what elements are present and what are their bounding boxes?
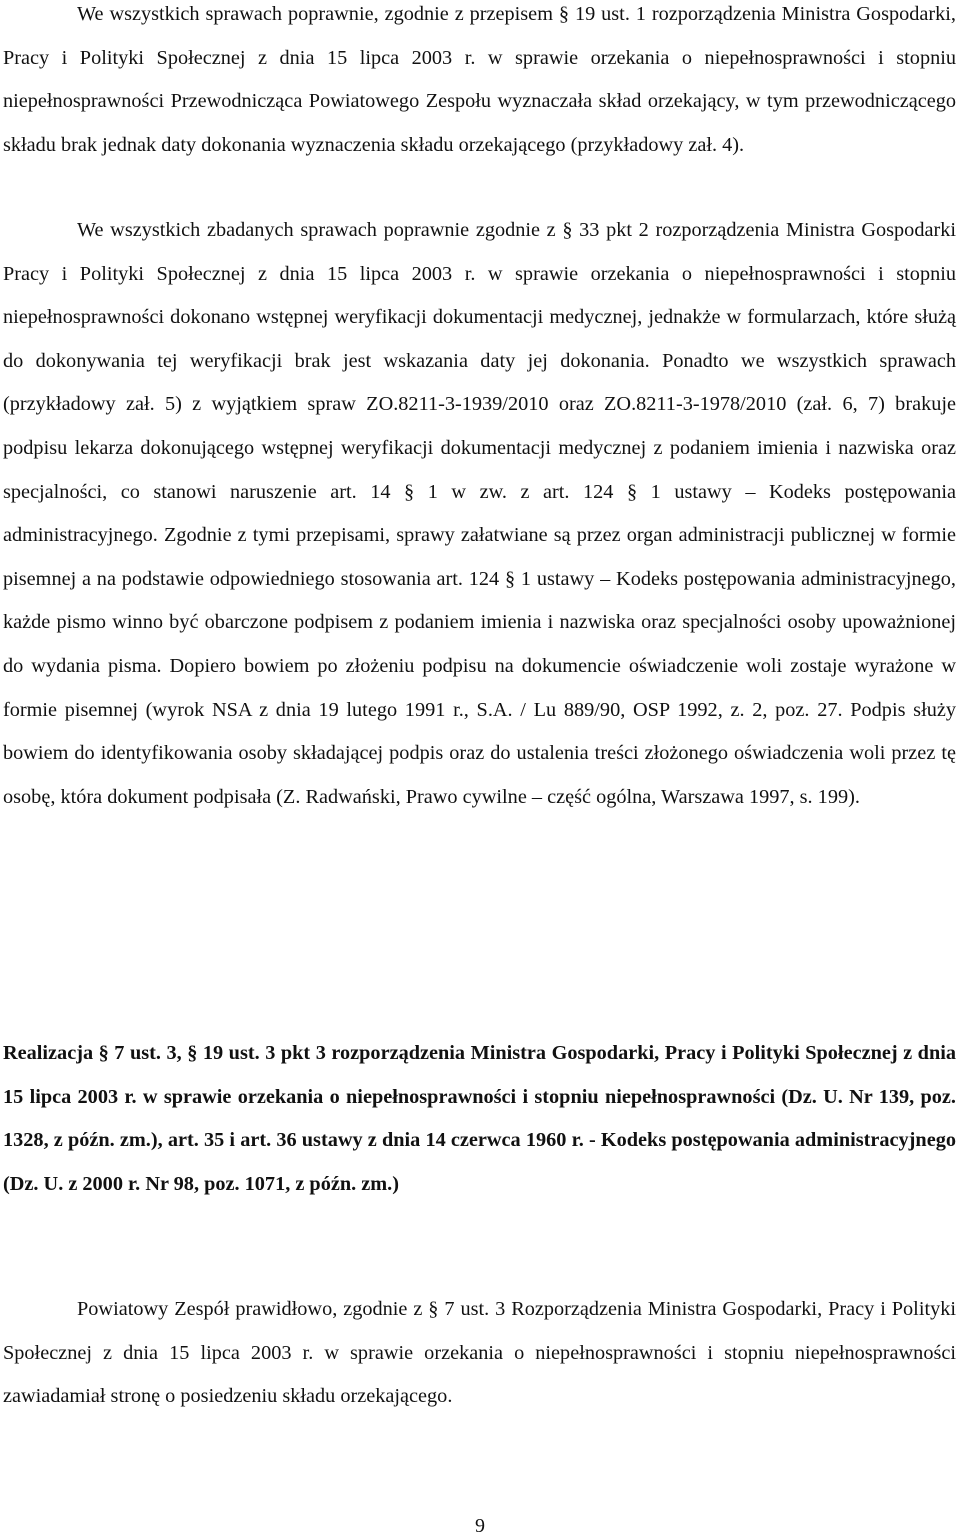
page-number: 9 <box>475 1515 485 1537</box>
section-heading-realizacja: Realizacja § 7 ust. 3, § 19 ust. 3 pkt 3 rozporządzenia Ministra Gospodarki, Pracy i Polityki Społecznej z dnia 15 lipca 2003 r. w sprawie orzekania o niepełnosprawności i stopniu niepełnosprawności (Dz. U. Nr 139, poz. 1328, z późn. zm.), art. 35 i art. 36 ustawy z dnia 14 czerwca 1960 r. - Kodeks postępowania administracyjnego (Dz. U. z 2000 r. Nr 98, poz. 1071, z późn. zm.) <box>3 1042 956 1195</box>
paragraph-notification: Powiatowy Zespół prawidłowo, zgodnie z § 7 ust. 3 Rozporządzenia Ministra Gospodarki, Pracy i Polityki Społecznej z dnia 15 lipca 2003 r. w sprawie orzekania o niepełnosprawności i stopniu niepełnosprawności zawiadamiał stronę o posiedzeniu składu orzekającego. <box>3 1298 956 1408</box>
paragraph-composition-of-panel: We wszystkich sprawach poprawnie, zgodnie z przepisem § 19 ust. 1 rozporządzenia Ministra Gospodarki, Pracy i Polityki Społecznej z dnia 15 lipca 2003 r. w sprawie orzekania o niepełnosprawności i stopniu niepełnosprawności Przewodnicząca Powiatowego Zespołu wyznaczała skład orzekający, w tym przewodniczącego składu brak jednak daty dokonania wyznaczenia składu orzekającego (przykładowy zał. 4). <box>3 3 956 156</box>
paragraph-medical-verification: We wszystkich zbadanych sprawach poprawnie zgodnie z § 33 pkt 2 rozporządzenia Ministra Gospodarki Pracy i Polityki Społecznej z dnia 15 lipca 2003 r. w sprawie orzekania o niepełnosprawności i stopniu niepełnosprawności dokonano wstępnej weryfikacji dokumentacji medycznej, jednakże w formularzach, które służą do dokonywania tej weryfikacji brak jest wskazania daty jej dokonania. Ponadto we wszystkich sprawach (przykładowy zał. 5) z wyjątkiem spraw ZO.8211-3-1939/2010 oraz ZO.8211-3-1978/2010 (zał. 6, 7) brakuje podpisu lekarza dokonującego wstępnej weryfikacji dokumentacji medycznej z podaniem imienia i nazwiska oraz specjalności, co stanowi naruszenie art. 14 § 1 w zw. z art. 124 § 1 ustawy – Kodeks postępowania administracyjnego. Zgodnie z tymi przepisami, sprawy załatwiane są przez organ administracji publicznej w formie pisemnej a na podstawie odpowiedniego stosowania art. 124 § 1 ustawy – Kodeks postępowania administracyjnego, każde pismo winno być obarczone podpisem z podaniem imienia i nazwiska oraz specjalności osoby upoważnionej do wydania pisma. Dopiero bowiem po złożeniu podpisu na dokumencie oświadczenie woli zostaje wyrażone w formie pisemnej (wyrok NSA z dnia 19 lutego 1991 r., S.A. / Lu 889/90, OSP 1992, z. 2, poz. 27. Podpis służy bowiem do identyfikowania osoby składającej podpis oraz do ustalenia treści złożonego oświadczenia woli przez tę osobę, która dokument podpisała (Z. Radwański, Prawo cywilne – część ogólna, Warszawa 1997, s. 199). <box>3 219 956 808</box>
